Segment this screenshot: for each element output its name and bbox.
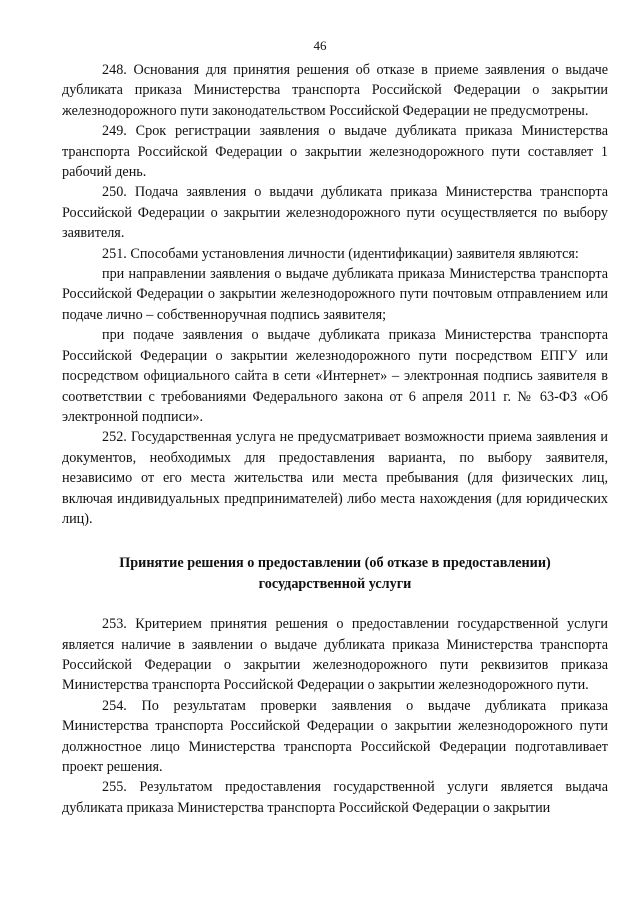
paragraph-249: 249. Срок регистрации заявления о выдаче дубликата приказа Министерства транспорта Российской Федерации о закрытии железнодорожного пути составляет 1 рабочий день. xyxy=(62,123,608,181)
spacer xyxy=(62,594,608,614)
paragraph-251-electronic: при подаче заявления о выдаче дубликата приказа Министерства транспорта Российской Федерации о закрытии железнодорожного пути посредством ЕПГУ или посредством официального сайта в сети «Интернет» – электронная подпись заявителя в соответствии с требованиями Федерального закона от 6 апреля 2011 г. № 63-ФЗ «Об электронной подписи». xyxy=(62,327,608,425)
paragraph-251: 251. Способами установления личности (идентификации) заявителя являются: xyxy=(102,245,579,262)
paragraph-254: 254. По результатам проверки заявления о выдаче дубликата приказа Министерства транспорта Российской Федерации о закрытии железнодорожного пути должностное лицо Министерства транспорта Российской Федерации подготавливает проект решения. xyxy=(62,697,608,775)
paragraph-248: 248. Основания для принятия решения об отказе в приеме заявления о выдаче дубликата приказа Министерства транспорта Российской Федерации о закрытии железнодорожного пути законодательством Российской Федерации не предусмотрены. xyxy=(62,62,608,119)
paragraph-255: 255. Результатом предоставления государственной услуги является выдача дубликата приказа Министерства транспорта Российской Федерации о закрытии xyxy=(62,779,608,816)
section-heading-line-2: государственной услуги xyxy=(258,575,412,592)
document-body xyxy=(62,60,608,818)
paragraph-251-postal: при направлении заявления о выдаче дубликата приказа Министерства транспорта Российской Федерации о закрытии железнодорожного пути почтовым отправлением или подаче лично – собственноручная подпись заявителя; xyxy=(62,266,608,323)
paragraph-250: 250. Подача заявления о выдачи дубликата приказа Министерства транспорта Российской Федерации о закрытии железнодорожного пути осуществляется по выбору заявителя. xyxy=(62,184,608,242)
spacer xyxy=(62,529,608,553)
page-number: 46 xyxy=(313,38,327,53)
section-heading-line-1: Принятие решения о предоставлении (об отказе в предоставлении) xyxy=(119,555,551,572)
paragraph-252: 252. Государственная услуга не предусматривает возможности приема заявления и документов, необходимых для предоставления варианта, по выбору заявителя, независимо от его места жительства или места пребывания (для физических лиц, включая индивидуальных предпринимателей) либо места нахождения (для юридических лиц). xyxy=(62,429,608,527)
paragraph-253: 253. Критерием принятия решения о предоставлении государственной услуги является наличие в заявлении о выдаче дубликата приказа Министерства транспорта Российской Федерации о закрытии железнодорожного пути реквизитов приказа Министерства транспорта Российской Федерации о закрытии железнодорожного пути. xyxy=(62,616,608,694)
